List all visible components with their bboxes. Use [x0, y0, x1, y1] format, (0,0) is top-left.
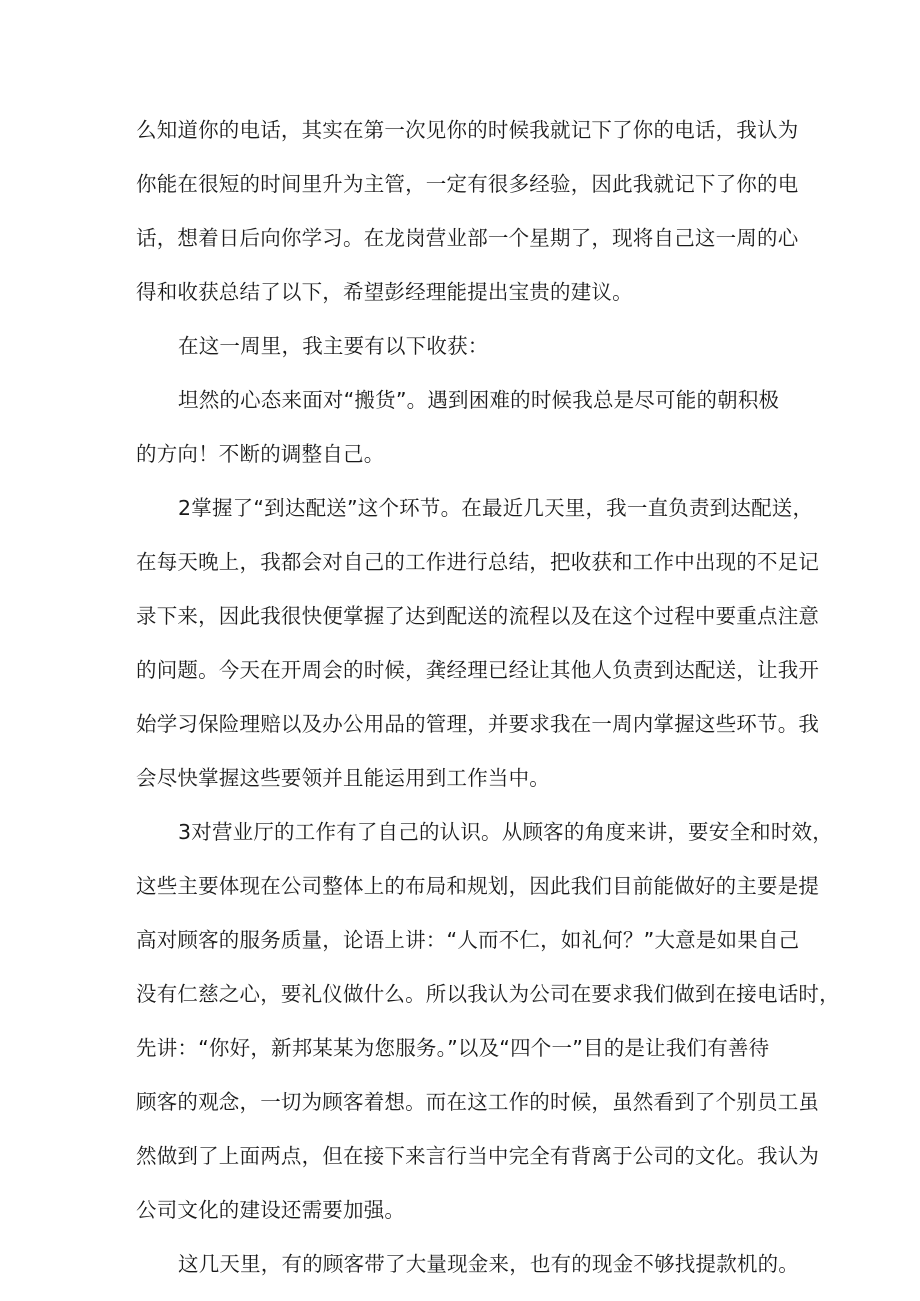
text-line: 2掌握了“到达配送”这个环节。在最近几天里，我一直负责到达配送，	[178, 496, 814, 520]
text-line: 你能在很短的时间里升为主管，一定有很多经验，因此我就记下了你的电	[136, 172, 799, 196]
text-line: 公司文化的建设还需要加强。	[136, 1198, 406, 1222]
text-line: 顾客的观念，一切为顾客着想。而在这工作的时候，虽然看到了个别员工虽	[136, 1090, 820, 1114]
text-line: 3对营业厅的工作有了自己的认识。从顾客的角度来讲，要安全和时效，	[178, 820, 833, 844]
text-line: 这几天里，有的顾客带了大量现金来，也有的现金不够找提款机的。	[178, 1252, 799, 1276]
text-line: 会尽快掌握这些要领并且能运用到工作当中。	[136, 766, 550, 790]
text-line: 然做到了上面两点，但在接下来言行当中完全有背离于公司的文化。我认为	[136, 1144, 820, 1168]
text-line: 坦然的心态来面对“搬货”。遇到困难的时候我总是尽可能的朝积极	[178, 388, 780, 412]
text-line: 话，想着日后向你学习。在龙岗营业部一个星期了，现将自己这一周的心	[136, 226, 799, 250]
text-line: 在每天晚上，我都会对自己的工作进行总结，把收获和工作中出现的不足记	[136, 550, 820, 574]
text-line: 得和收获总结了以下，希望彭经理能提出宝贵的建议。	[136, 280, 633, 304]
text-line: 先讲：“你好，新邦某某为您服务。”以及“四个一”目的是让我们有善待	[136, 1036, 770, 1060]
text-line: 么知道你的电话，其实在第一次见你的时候我就记下了你的电话，我认为	[136, 118, 799, 142]
text-line: 的方向！不断的调整自己。	[136, 442, 385, 466]
text-line: 高对顾客的服务质量，论语上讲：“人而不仁，如礼何？”大意是如果自己	[136, 928, 800, 952]
text-line: 没有仁慈之心，要礼仪做什么。所以我认为公司在要求我们做到在接电话时，	[136, 982, 840, 1006]
text-line: 在这一周里，我主要有以下收获：	[178, 334, 489, 358]
text-line: 的问题。今天在开周会的时候，龚经理已经让其他人负责到达配送，让我开	[136, 658, 820, 682]
text-line: 始学习保险理赔以及办公用品的管理，并要求我在一周内掌握这些环节。我	[136, 712, 820, 736]
text-line: 录下来，因此我很快便掌握了达到配送的流程以及在这个过程中要重点注意	[136, 604, 820, 628]
text-line: 这些主要体现在公司整体上的布局和规划，因此我们目前能做好的主要是提	[136, 874, 820, 898]
